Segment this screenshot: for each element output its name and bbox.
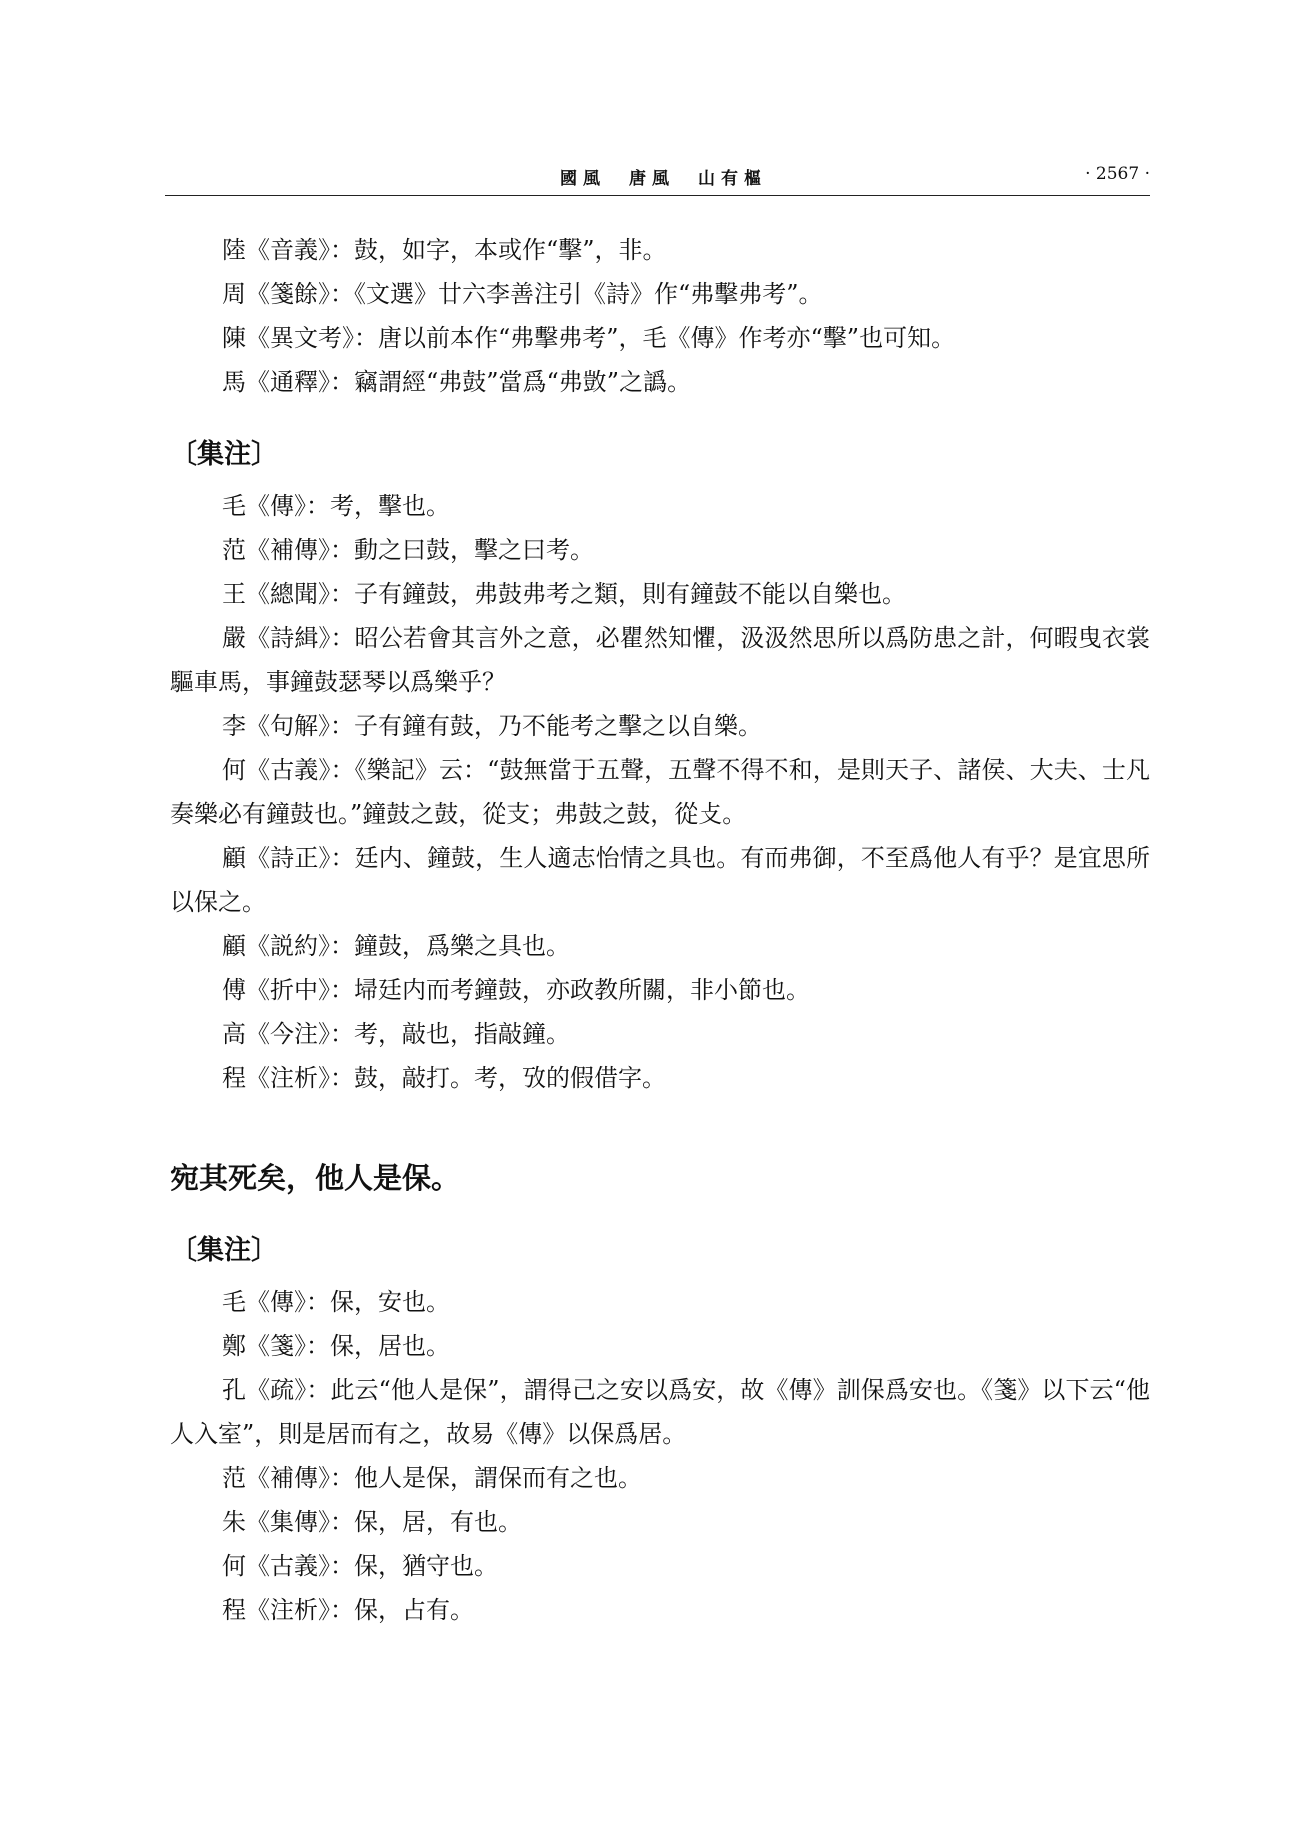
commentary-line: 范《補傳》：他人是保，謂保而有之也。 (222, 1464, 642, 1492)
commentary-line: 傅《折中》：埽廷内而考鐘鼓，亦政教所關，非小節也。 (222, 976, 810, 1004)
note-line: 陳《異文考》：唐以前本作“弗擊弗考”，毛《傳》作考亦“擊”也可知。 (222, 324, 956, 352)
commentary-line: 程《注析》：保，占有。 (222, 1596, 474, 1624)
commentary-line: 李《句解》：子有鐘有鼓，乃不能考之擊之以自樂。 (222, 712, 762, 740)
commentary-line: 高《今注》：考，敲也，指敲鐘。 (222, 1020, 570, 1048)
commentary-line: 范《補傳》：動之曰鼓，擊之曰考。 (222, 536, 594, 564)
verse-line: 宛其死矣，他人是保。 (170, 1161, 461, 1195)
commentary-line: 毛《傳》：保，安也。 (222, 1288, 450, 1316)
running-title: 國風 唐風 山有樞 (560, 169, 767, 189)
section-heading: 〔集注〕 (170, 439, 278, 470)
textual-notes (170, 228, 1150, 404)
commentary-paragraph: 嚴《詩緝》：昭公若會其言外之意，必瞿然知懼，汲汲然思所以爲防患之計，何暇曳衣裳驅車馬，事鐘鼓瑟琴以爲樂乎？ (170, 624, 1150, 696)
note-line: 周《箋餘》：《文選》廿六李善注引《詩》作“弗擊弗考”。 (222, 280, 823, 308)
commentary-line: 鄭《箋》：保，居也。 (222, 1332, 450, 1360)
page-number: · 2567 · (1085, 164, 1150, 184)
section-heading: 〔集注〕 (170, 1235, 278, 1266)
commentary-line: 朱《集傳》：保，居，有也。 (222, 1508, 522, 1536)
commentary-paragraph: 孔《疏》：此云“他人是保”，謂得己之安以爲安，故《傳》訓保爲安也。《箋》以下云“他人入室”，則是居而有之，故易《傳》以保爲居。 (170, 1376, 1150, 1448)
commentary-line: 王《總聞》：子有鐘鼓，弗鼓弗考之類，則有鐘鼓不能以自樂也。 (222, 580, 906, 608)
commentary-line: 毛《傳》：考，擊也。 (222, 492, 450, 520)
commentary-paragraph: 顧《詩正》：廷内、鐘鼓，生人適志怡情之具也。有而弗御，不至爲他人有乎？是宜思所以保之。 (170, 844, 1150, 916)
commentary-list (170, 484, 1150, 1100)
note-line: 陸《音義》：鼓，如字，本或作“擊”，非。 (222, 236, 667, 264)
commentary-list (170, 1280, 1150, 1632)
commentary-paragraph: 何《古義》：《樂記》云：“鼓無當于五聲，五聲不得不和，是則天子、諸侯、大夫、士凡奏樂必有鐘鼓也。”鐘鼓之鼓，從支；弗鼓之鼓，從攴。 (170, 756, 1150, 828)
page-body (170, 228, 1150, 1632)
commentary-line: 何《古義》：保，猶守也。 (222, 1552, 498, 1580)
commentary-line: 顧《説約》：鐘鼓，爲樂之具也。 (222, 932, 570, 960)
note-line: 馬《通釋》：竊謂經“弗鼓”當爲“弗敳”之譌。 (222, 368, 692, 396)
commentary-line: 程《注析》：鼓，敲打。考，攷的假借字。 (222, 1064, 666, 1092)
header-rule (165, 195, 1150, 196)
running-header (165, 158, 1150, 198)
